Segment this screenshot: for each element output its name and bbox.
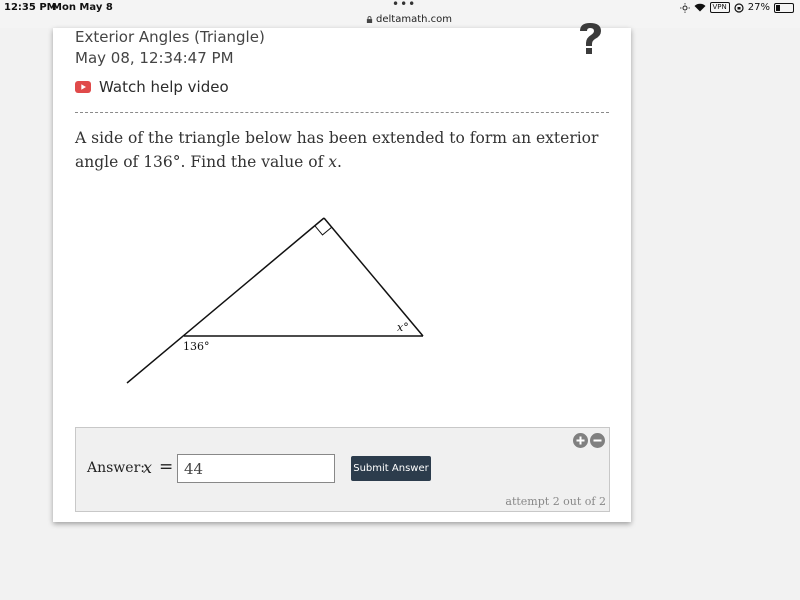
watch-help-video-link[interactable] <box>75 78 229 96</box>
address-url[interactable]: deltamath.com <box>376 14 452 25</box>
problem-card <box>53 28 631 522</box>
right-side-line <box>324 218 423 336</box>
zoom-out-icon[interactable] <box>590 433 605 448</box>
problem-title: Exterior Angles (Triangle) <box>75 28 265 46</box>
answer-variable: x <box>143 458 153 477</box>
orientation-lock-icon <box>734 3 744 13</box>
status-bar <box>0 0 800 28</box>
submit-answer-button[interactable]: Submit Answer <box>351 456 431 481</box>
extended-side-line <box>127 218 324 383</box>
question-end: . <box>337 153 342 171</box>
brightness-icon <box>680 3 690 13</box>
right-angle-marker <box>315 226 332 235</box>
lock-icon <box>366 16 373 23</box>
unknown-angle-label: x° <box>397 321 409 334</box>
battery-icon <box>774 3 794 13</box>
youtube-icon <box>75 81 91 93</box>
status-date: Mon May 8 <box>52 2 113 13</box>
attempt-counter: attempt 2 out of 2 <box>505 495 606 508</box>
answer-input[interactable] <box>177 454 335 483</box>
answer-equals: = <box>159 457 174 477</box>
answer-label: Answer: <box>87 460 145 476</box>
vpn-badge: VPN <box>710 2 730 13</box>
status-icons <box>680 2 794 13</box>
question-part1: A side of the triangle below has been extended to form an exterior angle of 136°. Find the value of <box>75 129 599 171</box>
zoom-in-icon[interactable] <box>573 433 588 448</box>
divider <box>75 112 609 113</box>
triangle-diagram <box>53 178 631 418</box>
tab-handle-icon[interactable]: ••• <box>392 0 417 11</box>
answer-panel <box>75 427 610 512</box>
battery-percent: 27% <box>747 2 770 13</box>
exterior-angle-label: 136° <box>183 340 210 353</box>
status-time: 12:35 PM <box>4 2 57 13</box>
problem-timestamp: May 08, 12:34:47 PM <box>75 49 234 67</box>
wifi-icon <box>694 3 706 12</box>
watch-help-video-label: Watch help video <box>99 78 229 96</box>
help-icon[interactable] <box>577 22 603 56</box>
question-text <box>75 126 615 174</box>
question-variable: x <box>328 153 338 171</box>
